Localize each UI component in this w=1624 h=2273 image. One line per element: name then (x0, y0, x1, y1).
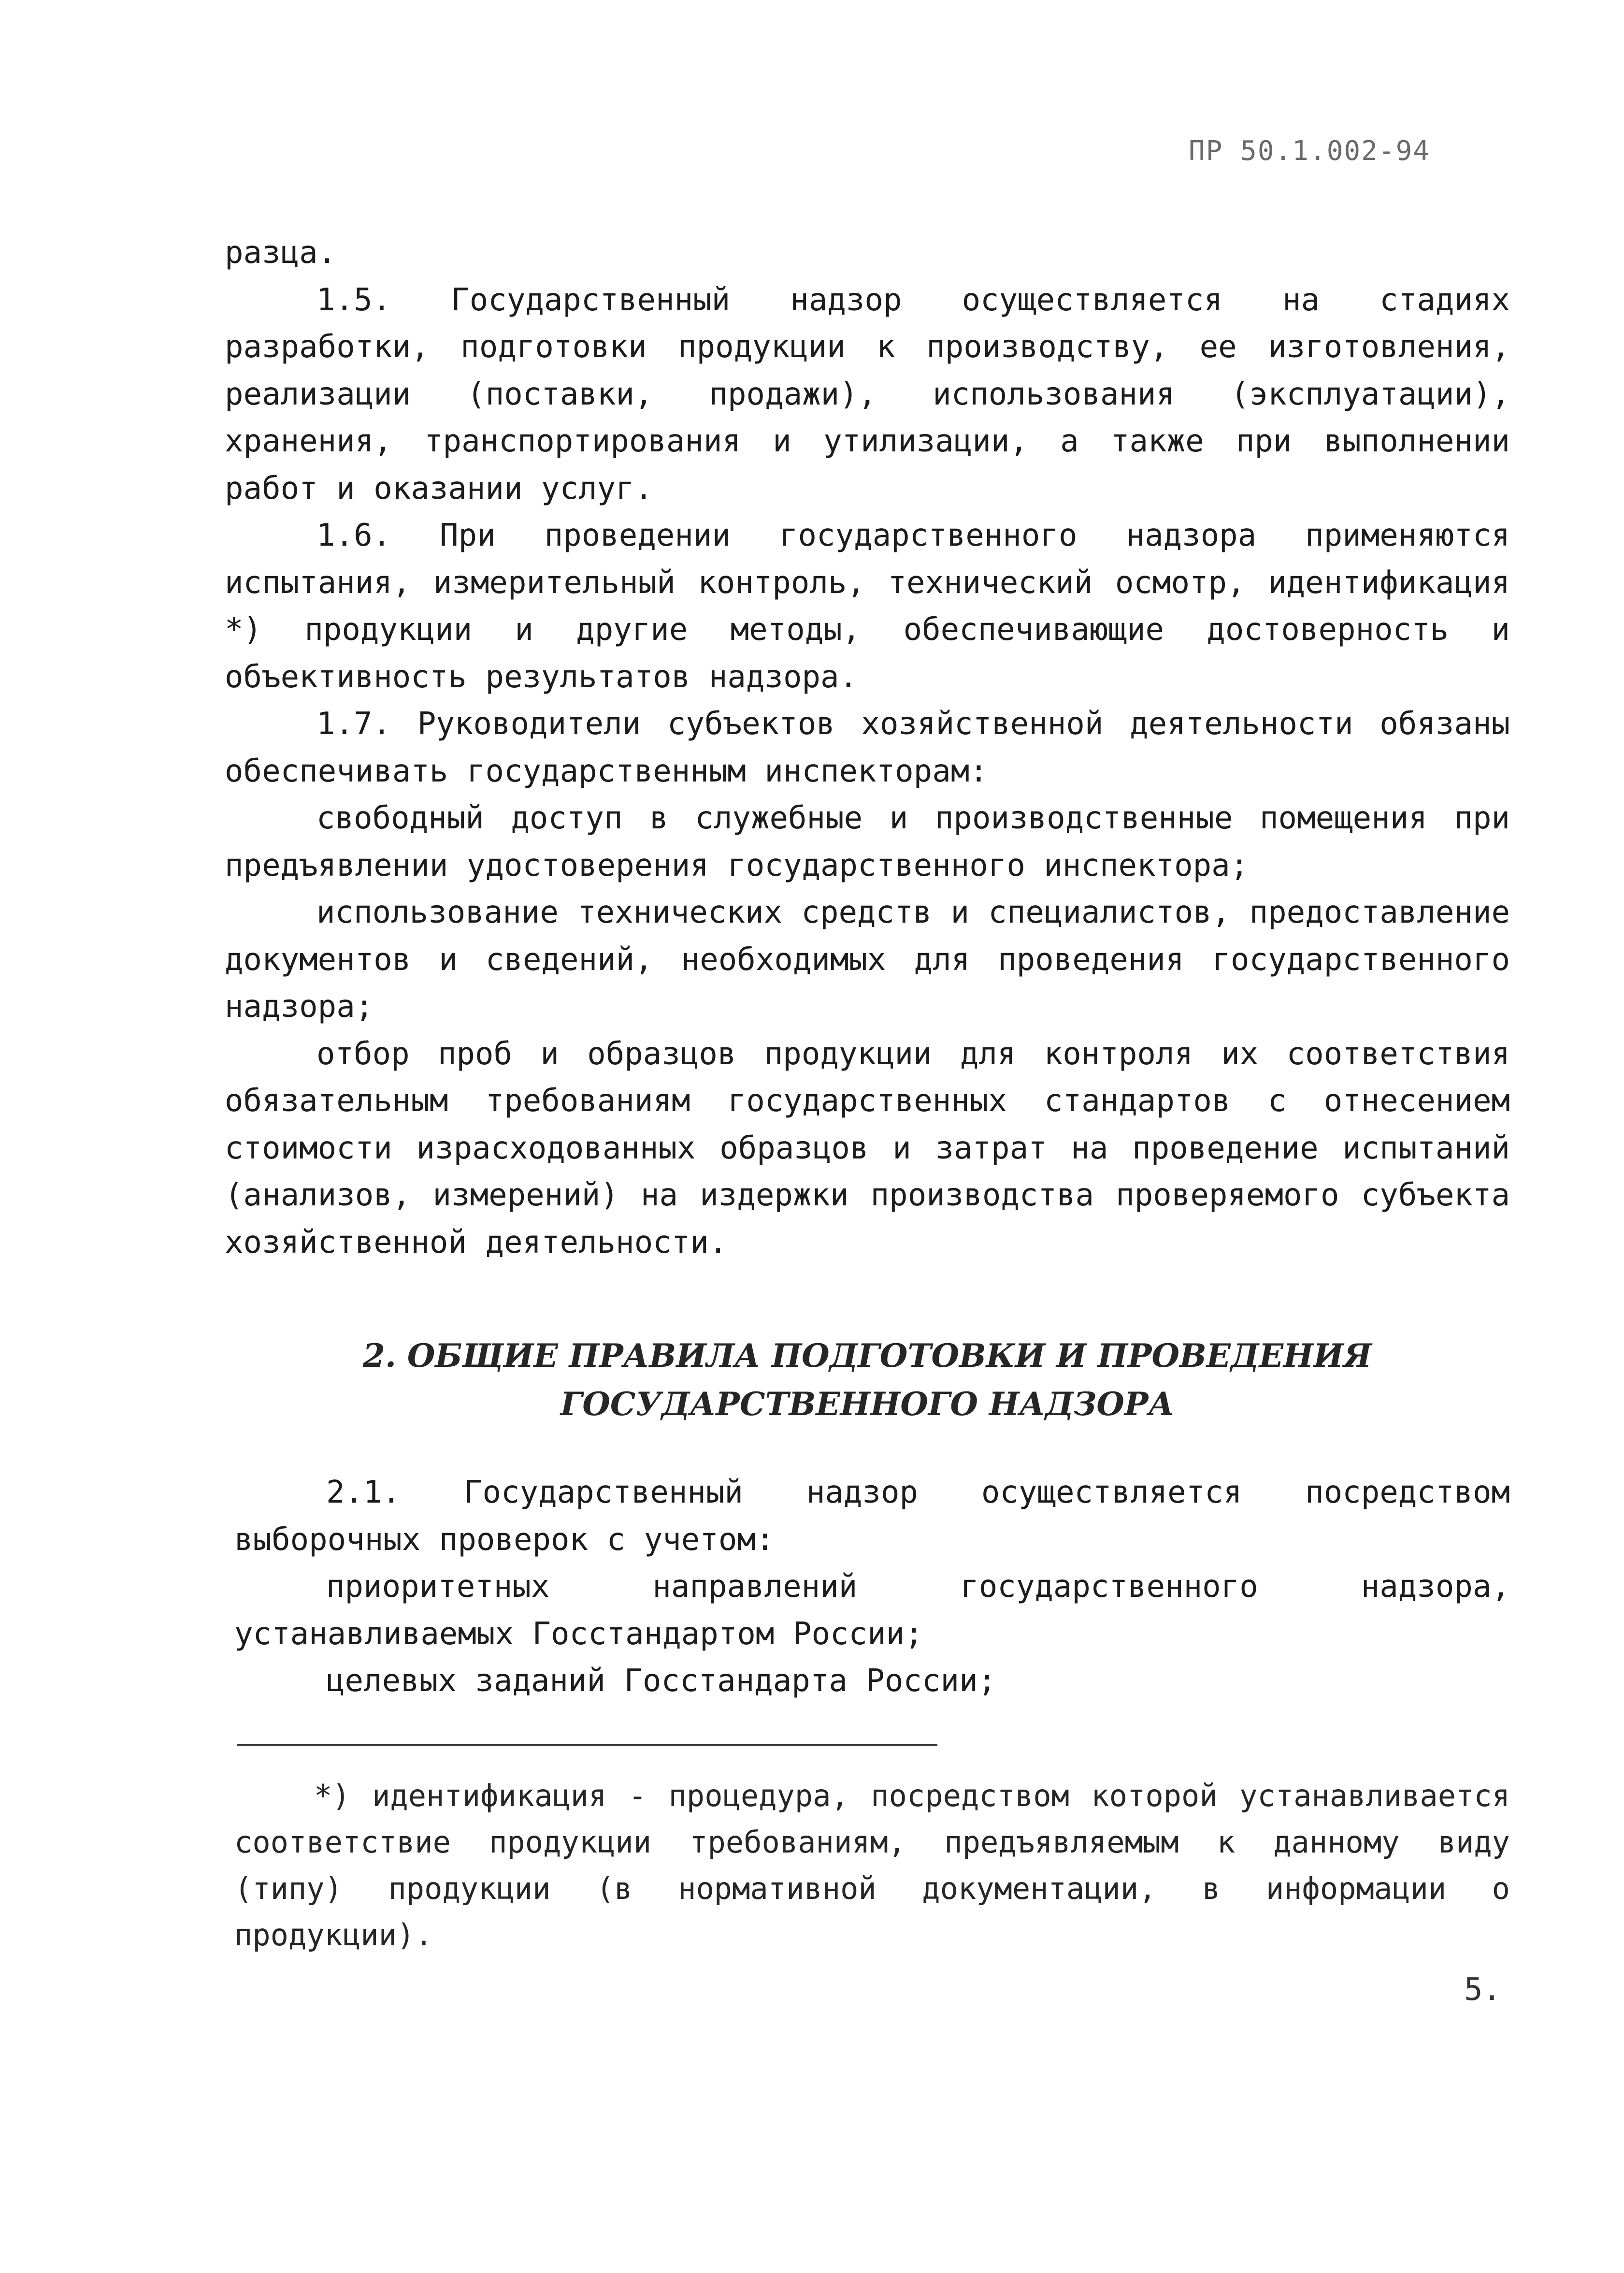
list-item-free-access: свободный доступ в служебные и производственные помещения при предъявлении удостоверения государственного инспектора; (225, 800, 1510, 883)
paragraph-1-5: 1.5. Государственный надзор осуществляется на стадиях разработки, подготовки продукции к производству, ее изготовления, реализации (поставки, продажи), использования (эксплуатации), хранения, транспортирования и утилизации, а также при выполнении работ и оказании услуг. (225, 282, 1510, 507)
document-code: ПР 50.1.002-94 (1189, 135, 1431, 167)
list-item-technical-means: использование технических средств и специалистов, предоставление документов и сведений, необходимых для проведения государственного надзора; (225, 895, 1510, 1025)
section-2-body (234, 1469, 1510, 1705)
paragraph-continuation: разца. (225, 235, 337, 271)
paragraph-1-6: 1.6. При проведении государственного надзора применяются испытания, измерительный контроль, технический осмотр, идентификация *) продукции и другие методы, обеспечивающие достоверность и объективность результатов надзора. (225, 518, 1510, 695)
section-2-heading-line-2: ГОСУДАРСТВЕННОГО НАДЗОРА (560, 1385, 1175, 1423)
footnote-divider (237, 1744, 937, 1746)
list-item-sampling: отбор проб и образцов продукции для контроля их соответствия обязательным требованиям государственных стандартов с отнесением стоимости израсходованных образцов и затрат на проведение испытаний (анализов, измерений) на издержки производства проверяемого субъекта хозяйственной деятельности. (225, 1036, 1510, 1260)
list-item-target-tasks: целевых заданий Госстандарта России; (326, 1663, 997, 1699)
paragraph-2-1: 2.1. Государственный надзор осуществляется посредством выборочных проверок с учетом: (234, 1475, 1510, 1558)
section-2-heading (225, 1332, 1510, 1428)
section-2-heading-line-1: 2. ОБЩИЕ ПРАВИЛА ПОДГОТОВКИ И ПРОВЕДЕНИЯ (363, 1337, 1372, 1375)
list-item-priority-directions: приоритетных направлений государственного надзора, устанавливаемых Госстандартом России; (234, 1569, 1510, 1652)
footnote-identification: *) идентификация - процедура, посредством которой устанавливается соответствие продукции требованиям, предъявляемым к данному виду (типу) продукции (в нормативной документации, в информации о продукции). (234, 1778, 1510, 1953)
page-number: 5. (1464, 1972, 1502, 2008)
paragraph-1-7: 1.7. Руководители субъектов хозяйственной деятельности обязаны обеспечивать государственным инспекторам: (225, 706, 1510, 789)
section-1-body (225, 230, 1510, 1266)
